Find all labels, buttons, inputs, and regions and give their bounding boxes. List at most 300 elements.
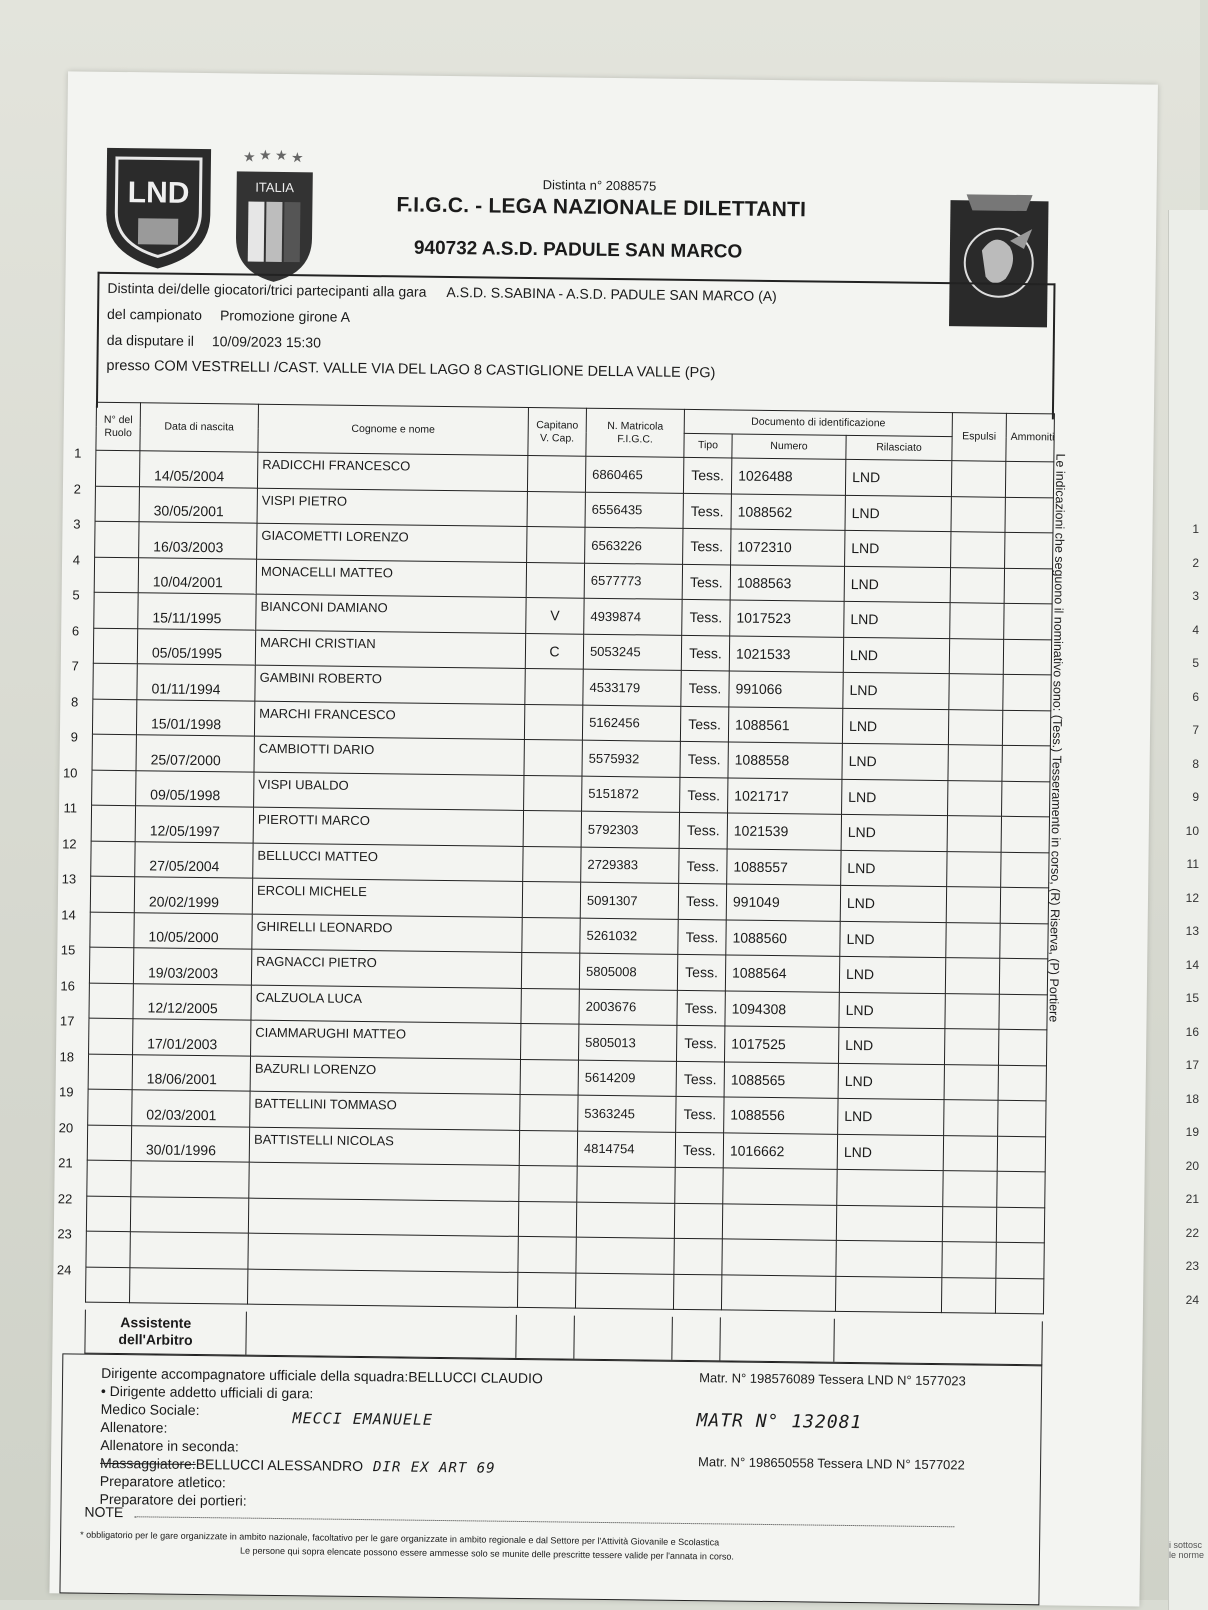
ammoniti-cell [999,958,1047,994]
birth-date: 30/01/1996 [131,1125,249,1162]
espulsi-cell [944,1029,998,1065]
dirigente-addetto-label: Dirigente addetto ufficiali di gara: [109,1382,314,1402]
adjacent-row-number: 14 [1185,957,1199,972]
adjacent-row-number: 4 [1192,622,1199,637]
ammoniti-cell [1001,852,1049,888]
birth-date [131,1161,249,1198]
ammoniti-cell [998,1065,1046,1101]
espulsi-cell [948,780,1002,816]
adjacent-row-number: 13 [1185,924,1199,938]
ruolo-cell [86,1231,130,1267]
birth-date: 27/05/2004 [135,841,253,878]
espulsi-cell [946,922,1000,958]
adjacent-row-number: 3 [1192,589,1199,603]
doc-issuer [837,1169,943,1206]
doc-issuer [835,1276,941,1313]
ammoniti-cell [997,1171,1045,1207]
player-name: MARCHI FRANCESCO [254,701,524,740]
ruolo-cell [87,1125,131,1161]
italia-logo [231,147,317,284]
doc-issuer [836,1205,942,1242]
doc-issuer: LND [837,1134,943,1171]
massaggiatore-value: BELLUCCI ALESSANDRO [195,1456,364,1475]
ammoniti-cell [1003,674,1051,710]
officials-section [59,1353,1042,1605]
datetime-value: 10/09/2023 15:30 [211,333,322,351]
doc-type: Tess. [678,883,726,919]
row-number: 21 [58,1155,73,1171]
svg-text:★: ★ [258,146,272,163]
allenatore-seconda: Allenatore in seconda: [100,1436,239,1455]
ruolo-cell [89,947,133,983]
matricola [576,1202,674,1239]
doc-type: Tess. [675,1132,723,1168]
adjacent-row-number: 2 [1192,555,1199,570]
birth-date [130,1232,248,1269]
adjacent-row-number: 20 [1185,1158,1199,1173]
col-nascita: Data di nascita [140,403,259,452]
matricola [576,1237,674,1274]
player-name [249,1162,519,1201]
ruolo-cell [89,1018,133,1054]
ammoniti-cell [1005,461,1053,497]
match-teams: A.S.D. S.SABINA - A.S.D. PADULE SAN MARCO (A) [446,283,777,305]
doc-number: 1017523 [730,600,844,637]
doc-number: 1021717 [728,777,842,814]
birth-date: 25/07/2000 [136,735,254,772]
captain-mark [521,1023,579,1059]
row-number: 17 [59,1013,75,1029]
captain-mark [520,1094,578,1130]
adjacent-row-number: 18 [1185,1091,1199,1106]
ammoniti-cell [1000,887,1048,923]
birth-date: 15/01/1998 [136,699,254,736]
adjacent-row-number: 1 [1192,522,1199,536]
doc-issuer: LND [842,779,948,816]
doc-number: 1088565 [724,1061,838,1098]
birth-date: 09/05/1998 [136,770,254,807]
player-name: MONACELLI MATTEO [256,559,526,598]
adjacent-row-number: 21 [1185,1192,1199,1206]
doc-number: 1088558 [728,742,842,779]
player-name: CALZUOLA LUCA [251,985,521,1024]
allenatore-matr-handwritten: MATR N° 132081 [696,1410,863,1434]
doc-number [722,1203,836,1240]
footnote-2: Le persone qui sopra elencate possono essere ammesse solo se munite delle prescritte tessere valide per l'annata in corso. [239,1545,735,1562]
row-number: 24 [56,1261,72,1277]
ruolo-cell [95,450,139,486]
doc-type: Tess. [677,954,725,990]
player-name: VISPI PIETRO [257,488,527,527]
doc-type: Tess. [680,706,728,742]
doc-type [674,1238,722,1274]
captain-mark [521,952,579,988]
svg-text:★: ★ [274,146,288,164]
ammoniti-cell [996,1242,1044,1278]
birth-date: 12/12/2005 [133,983,251,1020]
matricola: 2729383 [581,847,679,884]
captain-mark [519,1130,577,1166]
espulsi-cell [946,887,1000,923]
doc-issuer: LND [845,495,951,532]
espulsi-cell [948,709,1002,745]
ruolo-cell [91,841,135,877]
espulsi-cell [948,745,1002,781]
doc-issuer: LND [842,708,948,745]
adjacent-sheet [1168,210,1208,1610]
preparatore-portieri: Preparatore dei portieri: [99,1490,247,1509]
doc-number [722,1239,836,1276]
col-documento: Documento di identificazione [684,409,952,436]
ruolo-cell [88,1054,132,1090]
doc-type: Tess. [681,670,729,706]
row-number: 7 [71,658,79,674]
ammoniti-cell [998,1100,1046,1136]
birth-date: 01/11/1994 [137,664,255,701]
captain-mark [527,455,585,491]
row-number: 18 [59,1048,75,1064]
captain-mark [522,917,580,953]
matricola: 6577773 [584,563,682,600]
player-name: BAZURLI LORENZO [250,1056,520,1095]
matricola: 5805013 [579,1024,677,1061]
doc-type: Tess. [683,528,731,564]
matricola: 5162456 [582,705,680,742]
espulsi-cell [950,567,1004,603]
doc-type [673,1274,721,1310]
row-number: 16 [60,977,75,993]
matricola: 5805008 [579,953,677,990]
espulsi-cell [949,674,1003,710]
player-name [247,1269,517,1308]
dirigente-accompagnatore: Dirigente accompagnatore ufficiale della squadra:BELLUCCI CLAUDIO [101,1364,543,1387]
adjacent-row-number: 11 [1186,857,1199,871]
captain-mark [526,562,584,598]
doc-type: Tess. [683,457,731,493]
birth-date [130,1196,248,1233]
captain-mark [524,739,582,775]
adjacent-row-number: 5 [1192,656,1199,670]
adjacent-row-number: 6 [1192,689,1199,704]
assistant-label: Assistente dell'Arbitro [118,1314,193,1348]
allenatore-label: Allenatore: [100,1418,168,1436]
note-label: NOTE [84,1503,124,1521]
doc-type: Tess. [678,919,726,955]
player-name: RADICCHI FRANCESCO [257,452,527,491]
captain-mark [527,491,585,527]
adjacent-row-number: 23 [1185,1259,1199,1273]
adjacent-row-number: 22 [1185,1225,1199,1240]
captain-mark: V [526,597,584,633]
doc-issuer: LND [838,1027,944,1064]
allenatore-handwritten: MECCI EMANUELE [292,1409,434,1429]
adjacent-row-number: 12 [1185,890,1199,905]
doc-number: 1088562 [731,493,845,530]
doc-issuer: LND [843,672,949,709]
ruolo-cell [93,663,137,699]
captain-mark [527,526,585,562]
doc-number: 1016662 [723,1132,837,1169]
adjacent-row-number: 19 [1185,1125,1199,1139]
datetime-label: da disputare il [106,331,195,349]
doc-number: 1021533 [729,635,843,672]
row-number: 23 [57,1226,72,1242]
matricola: 5151872 [582,776,680,813]
ruolo-cell [95,486,139,522]
espulsi-cell [944,1100,998,1136]
doc-type: Tess. [676,1061,724,1097]
row-number: 13 [61,871,77,887]
espulsi-cell [950,603,1004,639]
birth-date: 30/05/2001 [139,486,257,523]
doc-number: 1017525 [724,1026,838,1063]
captain-mark [521,988,579,1024]
doc-type: Tess. [681,635,729,671]
doc-issuer: LND [838,1098,944,1135]
col-ruolo: N° del Ruolo [96,402,141,451]
row-number: 22 [57,1190,73,1206]
adjacent-row-number: 8 [1192,756,1199,771]
birth-date: 17/01/2003 [133,1019,251,1056]
medico-sociale: Medico Sociale: [100,1400,200,1419]
espulsi-cell [942,1206,996,1242]
ammoniti-cell [1002,781,1050,817]
ammoniti-cell [1002,745,1050,781]
roster-table [85,402,1055,1315]
espulsi-cell [944,1064,998,1100]
ammoniti-cell [996,1207,1044,1243]
ruolo-cell [95,521,139,557]
ruolo-cell [87,1160,131,1196]
ammoniti-cell [1004,603,1052,639]
matricola: 4533179 [583,669,681,706]
lnd-logo-text: LND [127,176,190,210]
doc-issuer: LND [844,566,950,603]
row-number: 3 [73,516,81,532]
adjacent-row-number: 24 [1185,1292,1199,1307]
matricola: 5091307 [580,882,678,919]
birth-date: 10/05/2000 [134,912,252,949]
doc-issuer: LND [840,885,946,922]
player-name: VISPI UBALDO [254,772,524,811]
doc-issuer: LND [844,601,950,638]
espulsi-cell [947,851,1001,887]
player-name: RAGNACCI PIETRO [251,949,521,988]
championship-value: Promozione girone A [219,307,351,325]
matricola: 5261032 [580,918,678,955]
doc-type: Tess. [683,493,731,529]
doc-issuer: LND [838,1063,944,1100]
document-title: F.I.G.C. - LEGA NAZIONALE DILETTANTI [396,193,807,222]
captain-mark [523,846,581,882]
doc-issuer: LND [843,637,949,674]
ammoniti-cell [998,1029,1046,1065]
espulsi-cell [943,1135,997,1171]
massaggiatore-handwritten: DIR EX ART 69 [372,1459,496,1477]
roster-body [86,450,1054,1314]
birth-date: 12/05/1997 [135,806,253,843]
col-capitano: Capitano V. Cap. [528,407,587,456]
ammoniti-cell [1004,568,1052,604]
row-number: 10 [62,764,78,781]
doc-type: Tess. [682,599,730,635]
espulsi-cell [949,638,1003,674]
row-number: 8 [71,693,79,710]
doc-number: 1088557 [727,848,841,885]
doc-number: 1088556 [724,1097,838,1134]
ammoniti-cell [999,994,1047,1030]
row-number: 6 [71,622,80,639]
ammoniti-cell [1001,816,1049,852]
ammoniti-cell [997,1136,1045,1172]
player-name: MARCHI CRISTIAN [255,630,525,669]
captain-mark: C [525,633,583,669]
row-number: 11 [63,800,78,816]
doc-issuer: LND [841,814,947,851]
matricola: 5792303 [581,811,679,848]
footnote-1: * obbligatorio per le gare organizzate in ambito nazionale, facoltativo per le gare organizzate in ambito regionale e dal Settore per l'Attività Giovanile e Scolastica [80,1529,720,1548]
matricola [577,1166,675,1203]
espulsi-cell [945,993,999,1029]
doc-number [721,1274,835,1311]
ammoniti-cell [1005,532,1053,568]
doc-number: 1072310 [731,529,845,566]
player-name [248,1233,518,1272]
matricola: 2003676 [579,989,677,1026]
captain-mark [524,704,582,740]
ruolo-cell [88,1089,132,1125]
ammoniti-cell [1003,639,1051,675]
matricola: 6860465 [585,456,683,493]
captain-mark [517,1272,575,1308]
captain-mark [522,881,580,917]
captain-mark [525,668,583,704]
matricola [575,1273,673,1310]
matricola: 5575932 [582,740,680,777]
doc-type: Tess. [679,812,727,848]
espulsi-cell [942,1242,996,1278]
espulsi-cell [951,496,1005,532]
doc-issuer: LND [839,992,945,1029]
doc-issuer [836,1240,942,1277]
col-espulsi: Espulsi [952,413,1007,462]
fragment-text-1: i sottosc [1169,1540,1203,1550]
doc-issuer: LND [841,850,947,887]
ruolo-cell [92,770,136,806]
birth-date: 05/05/1995 [137,628,255,665]
captain-mark [518,1201,576,1237]
dirigente-accompagnatore-matr: Matr. N° 198576089 Tessera LND N° 1577023 [699,1370,966,1389]
championship-label: del campionato [106,305,203,323]
doc-number: 1026488 [731,458,845,495]
matricola: 6556435 [585,492,683,529]
espulsi-cell [941,1277,995,1313]
adjacent-row-number: 7 [1192,723,1199,737]
player-name: GHIRELLI LEONARDO [252,914,522,953]
birth-date: 15/11/1995 [138,593,256,630]
player-name [248,1198,518,1237]
matricola: 5614209 [578,1060,676,1097]
player-name: GAMBINI ROBERTO [255,665,525,704]
massaggiatore-label: Massaggiatore: [99,1454,196,1473]
espulsi-cell [951,532,1005,568]
ammoniti-cell [995,1278,1043,1314]
matricola: 4814754 [577,1131,675,1168]
ruolo-cell [90,876,134,912]
row-number: 5 [72,587,80,603]
birth-date: 20/02/1999 [134,877,252,914]
match-label: Distinta dei/delle giocatori/trici partecipanti alla gara [107,279,427,300]
adjacent-row-number: 9 [1192,790,1199,804]
player-name: ERCOLI MICHELE [252,878,522,917]
col-tipo: Tipo [684,433,732,458]
player-name: BATTISTELLI NICOLAS [249,1127,519,1166]
col-numero: Numero [732,434,846,459]
doc-number: 1088560 [726,919,840,956]
doc-number: 991049 [726,884,840,921]
ammoniti-cell [1000,923,1048,959]
championship-line [107,306,350,325]
player-name: PIEROTTI MARCO [253,807,523,846]
distinta-number: Distinta n° 2088575 [542,177,657,194]
document-sheet [49,71,1158,1606]
player-name: BATTELLINI TOMMASO [250,1091,520,1130]
doc-issuer: LND [845,459,951,496]
captain-mark [524,775,582,811]
captain-mark [523,810,581,846]
adjacent-row-number: 16 [1185,1024,1199,1039]
doc-type: Tess. [680,741,728,777]
ruolo-cell [92,734,136,770]
row-number: 14 [61,906,76,922]
ruolo-cell [86,1267,130,1303]
ruolo-cell [93,628,137,664]
col-matricola: N. Matricola F.I.G.C. [586,408,685,457]
match-info-box [96,272,1056,420]
matricola: 4939874 [584,598,682,635]
adjacent-row-number: 15 [1185,991,1199,1005]
birth-date: 10/04/2001 [138,557,256,594]
player-name: CAMBIOTTI DARIO [254,736,524,775]
doc-number: 1088561 [728,706,842,743]
row-number: 20 [58,1119,74,1135]
doc-issuer: LND [845,530,951,567]
doc-number: 1094308 [725,990,839,1027]
espulsi-cell [943,1171,997,1207]
matricola: 6563226 [585,527,683,564]
ruolo-cell [91,805,135,841]
espulsi-cell [945,958,999,994]
player-name: CIAMMARUGHI MATTEO [251,1020,521,1059]
row-number: 2 [73,480,82,497]
adjacent-sheet-fragment [1169,1540,1204,1560]
ammoniti-cell [1005,497,1053,533]
doc-number: 1088564 [725,955,839,992]
player-name: GIACOMETTI LORENZO [257,523,527,562]
match-line [107,280,777,304]
doc-type [675,1167,723,1203]
row-number: 4 [72,551,81,568]
ruolo-cell [92,699,136,735]
ammoniti-cell [1002,710,1050,746]
dirigente-addetto: • Dirigente addetto ufficiali di gara: [100,1382,314,1402]
preparatore-atletico: Preparatore atletico: [99,1472,226,1491]
doc-type: Tess. [676,1025,724,1061]
ruolo-cell [86,1196,130,1232]
ruolo-cell [94,557,138,593]
espulsi-cell [947,816,1001,852]
birth-date: 14/05/2004 [139,451,257,488]
